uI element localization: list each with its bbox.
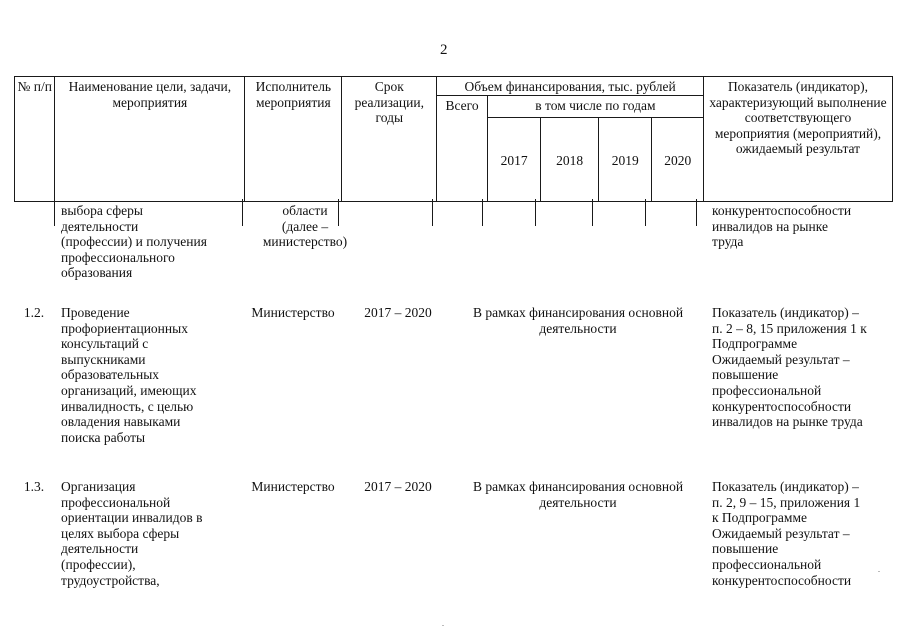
table-body [14, 199, 893, 639]
column-divider [696, 199, 697, 226]
page-number: 2 [440, 42, 448, 58]
header-indicator: Показатель (индикатор), характеризующий выполнение соответствующего мероприятия (мероприятий), ожидаемый результат [704, 77, 893, 202]
column-divider [645, 199, 646, 226]
row-name: Проведение профориентационных консультаций с выпускниками образовательных организаций, имеющих инвалидность, с целью овладения навыками поиска работы [61, 305, 197, 445]
row-indicator: Показатель (индикатор) – п. 2 – 8, 15 приложения 1 к Подпрограмме Ожидаемый результат – повышение профессиональной конкурентоспособности инвалидов на рынке труда [712, 305, 867, 430]
header-year-2018: 2018 [541, 117, 599, 201]
header-by-years: в том числе по годам [487, 95, 703, 117]
row-financing: В рамках финансирования основной деятельности [472, 305, 684, 336]
header-total: Всего [437, 95, 488, 201]
header-financing: Объем финансирования, тыс. рублей [437, 77, 704, 96]
header-executor: Исполнитель мероприятия [245, 77, 342, 202]
table-header [14, 76, 893, 202]
column-divider [54, 199, 55, 226]
header-name: Наименование цели, задачи, мероприятия [55, 77, 245, 202]
row-number: 1.3. [23, 479, 45, 494]
row-indicator: конкурентоспособности инвалидов на рынке труда [712, 203, 852, 250]
row-executor: области (далее – министерство) [262, 203, 348, 250]
row-financing: В рамках финансирования основной деятельности [472, 479, 684, 510]
row-name: выбора сферы деятельности (профессии) и получения профессионального образования [61, 203, 207, 281]
row-term: 2017 – 2020 [364, 305, 432, 320]
header-year-2020: 2020 [652, 117, 704, 201]
row-executor: Министерство [251, 305, 335, 320]
column-divider [482, 199, 483, 226]
scan-speck [442, 625, 444, 626]
header-year-2019: 2019 [598, 117, 652, 201]
header-num: № п/п [15, 77, 55, 202]
column-divider [432, 199, 433, 226]
row-executor: Министерство [251, 479, 335, 494]
row-name: Организация профессиональной ориентации инвалидов в целях выбора сферы деятельности (профессии), трудоустройства, [61, 479, 203, 588]
row-number: 1.2. [23, 305, 45, 320]
scan-speck [878, 571, 880, 572]
header-term: Срок реализации, годы [342, 77, 437, 202]
row-term: 2017 – 2020 [364, 479, 432, 494]
column-divider [592, 199, 593, 226]
header-year-2017: 2017 [487, 117, 541, 201]
column-divider [535, 199, 536, 226]
row-indicator: Показатель (индикатор) – п. 2, 9 – 15, приложения 1 к Подпрограмме Ожидаемый результат – повышение профессиональной конкурентоспособности [712, 479, 861, 588]
